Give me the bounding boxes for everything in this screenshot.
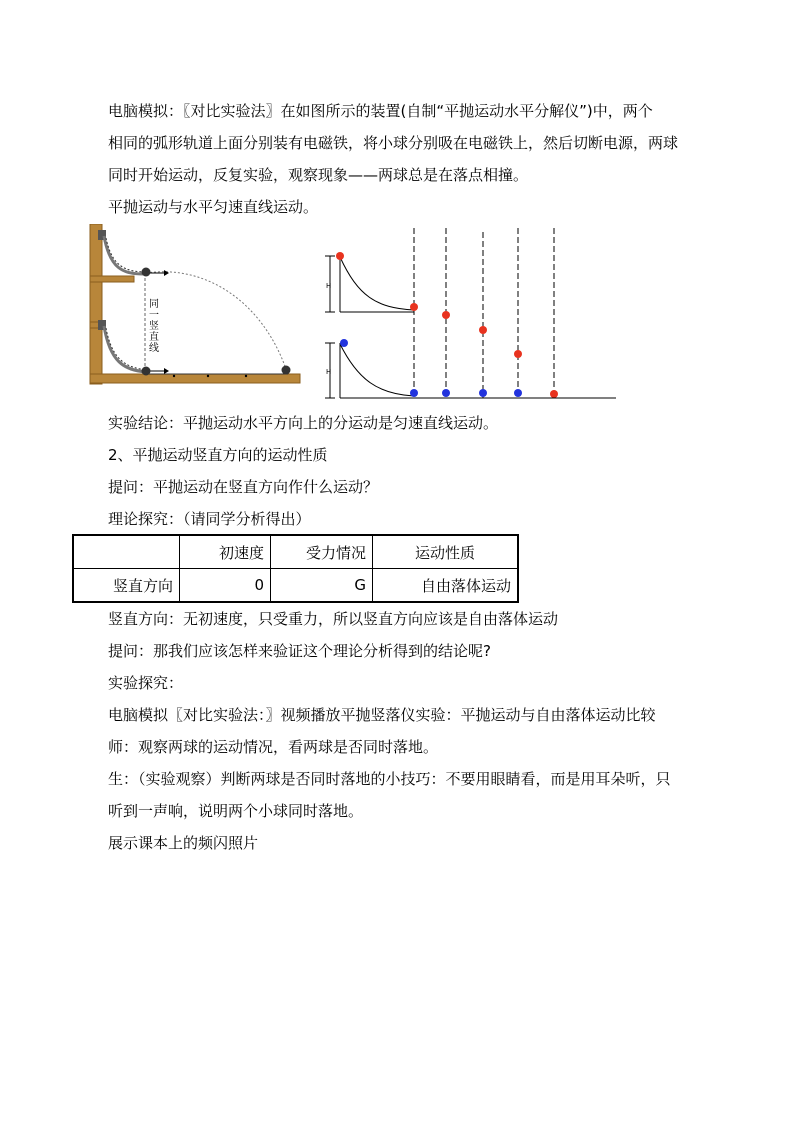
table-header-cell: 运动性质 [373,535,519,569]
apparatus-post [90,224,102,384]
red-ball-start [336,252,344,260]
paragraph-student-line2: 听到一声响，说明两个小球同时落地。 [108,802,364,820]
ball-landing [282,366,291,375]
paragraph-vertical-direction: 竖直方向：无初速度，只受重力，所以竖直方向应该是自由落体运动 [108,610,559,628]
red-ball-1 [410,303,418,311]
red-ball-4 [514,350,522,358]
paragraph-simulation: 电脑模拟〖对比实验法：〗视频播放平抛竖落仪实验：平抛运动与自由落体运动比较 [108,706,656,724]
table-row [73,569,518,603]
apparatus-shelf-top [90,276,134,282]
paragraph-intro-line2: 相同的弧形轨道上面分别装有电磁铁，将小球分别吸在电磁铁上，然后切断电源，两球 [108,134,679,152]
table-cell: 自由落体运动 [373,569,519,603]
paragraph-theory: 理论探究：（请同学分析得出） [108,510,311,528]
blue-ball-1 [410,389,418,397]
apparatus-base [90,374,300,383]
paragraph-question-1: 提问：平抛运动在竖直方向作什么运动？ [108,478,379,496]
strobe-diagram [325,228,616,398]
table-cell: G [271,569,373,603]
ball-top [142,268,151,277]
blue-ball-2 [442,389,450,397]
experiment-figure [88,224,618,406]
table-header-row [73,535,518,569]
vertical-line-label-5: 线 [149,343,159,354]
section-heading-vertical: 2、平抛运动竖直方向的运动性质 [108,446,328,464]
blue-ball-start [340,339,348,347]
paragraph-intro-line1: 电脑模拟：〖对比实验法〗在如图所示的装置(自制“平抛运动水平分解仪”)中，两个 [108,102,653,120]
table-cell: 竖直方向 [73,569,180,603]
table-header-cell [73,535,180,569]
paragraph-intro-line3: 同时开始运动，反复实验，观察现象——两球总是在落点相撞。 [108,166,529,184]
table-header-cell: 初速度 [180,535,271,569]
red-ball-2 [442,311,450,319]
vertical-line-label-1: 同 [149,299,159,310]
paragraph-experiment: 实验探究： [108,674,184,692]
vertical-line-label-4: 直 [149,332,159,343]
table-cell: 0 [180,569,271,603]
height-label-bottom: H [326,368,332,376]
paragraph-student-line1: 生：（实验观察）判断两球是否同时落地的小技巧：不要用眼睛看，而是用耳朵听，只 [108,770,671,788]
height-label-top: H [326,282,332,290]
paragraph-strobe-photos: 展示课本上的频闪照片 [108,834,259,852]
blue-ball-3 [479,389,487,397]
parabolic-path [146,272,286,369]
vertical-line-label-2: 一 [149,310,159,321]
red-ball-5 [550,390,558,398]
vertical-line-label-3: 竖 [149,321,159,332]
table-header-cell: 受力情况 [271,535,373,569]
paragraph-horizontal-motion: 平抛运动与水平匀速直线运动。 [108,198,319,216]
track-curve-bottom [340,344,414,396]
paragraph-question-2: 提问：那我们应该怎样来验证这个理论分析得到的结论呢? [108,642,491,660]
curved-track-bottom [104,326,146,372]
motion-analysis-table [72,534,519,603]
track-curve-top [340,257,414,310]
red-ball-3 [479,326,487,334]
blue-ball-4 [514,389,522,397]
paragraph-teacher: 师：观察两球的运动情况，看两球是否同时落地。 [108,738,439,756]
paragraph-conclusion: 实验结论：平抛运动水平方向上的分运动是匀速直线运动。 [108,414,499,432]
apparatus-diagram [90,224,300,384]
